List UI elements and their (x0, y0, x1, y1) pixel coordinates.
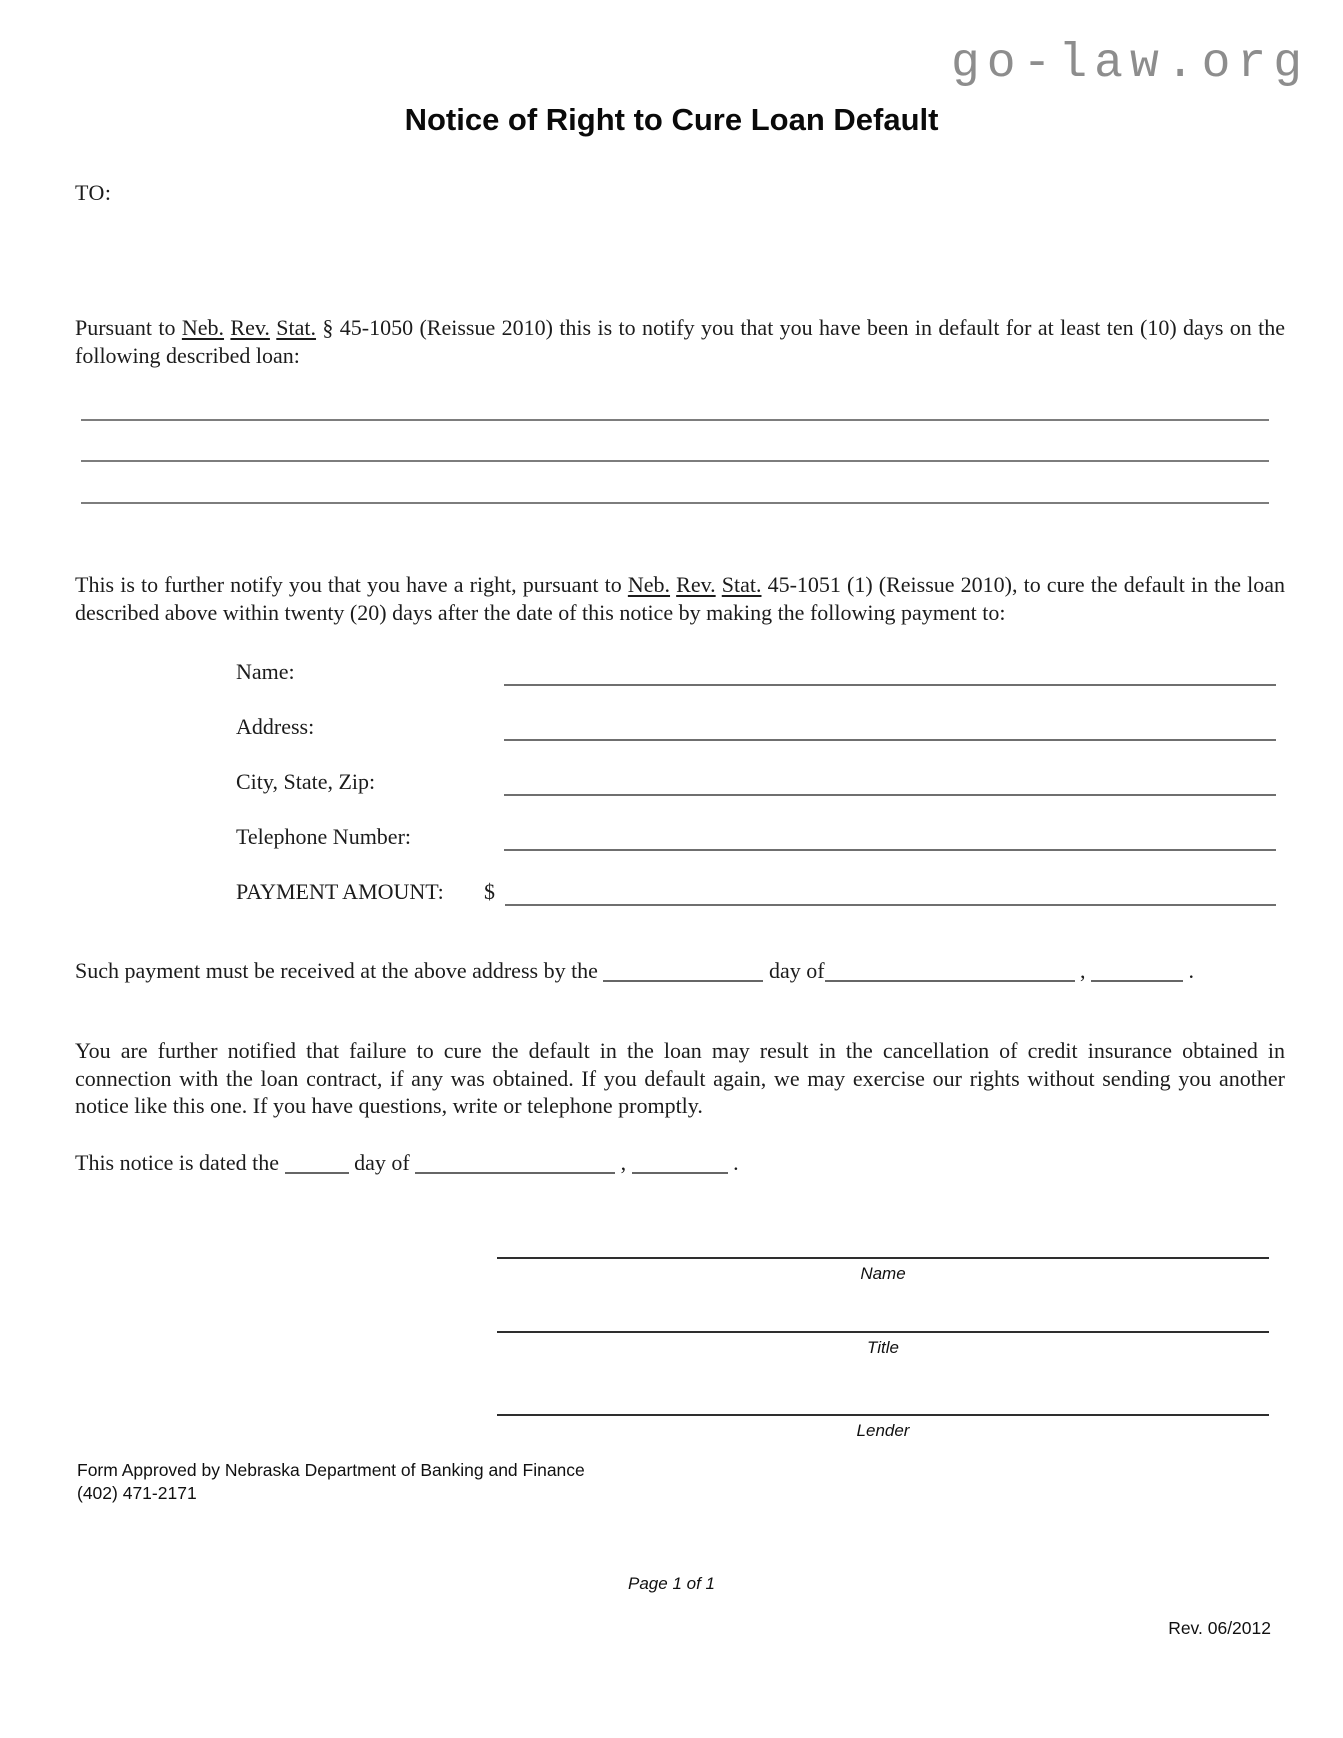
signature-line (497, 1257, 1269, 1259)
telephone-field-blank (504, 821, 1276, 851)
signature-label-name: Name (860, 1264, 906, 1283)
text-run: Pursuant to (75, 315, 182, 340)
underlined-citation-text: Stat. (276, 315, 317, 340)
payment-amount-field-label: PAYMENT AMOUNT: (236, 879, 444, 904)
loan-description-blank-line (81, 502, 1269, 504)
text-run: This notice is dated the (75, 1150, 285, 1175)
underlined-citation-text: Rev. (676, 572, 716, 597)
loan-description-blank-line (81, 419, 1269, 421)
dollar-sign: $ (484, 879, 495, 904)
loan-description-blank-line (81, 460, 1269, 462)
underlined-citation-text: Neb. (627, 572, 671, 597)
cure-paragraph (75, 571, 1285, 626)
text-run: , (615, 1150, 632, 1175)
text-run: day of (348, 1150, 416, 1175)
text-run: 45-1051 (1) (Reissue 2010), to cure the default in the loan described above within twenty (20) days after the date of this notice by making the following payment to: (75, 572, 1286, 625)
address-field-blank (504, 711, 1276, 741)
go-law-watermark: go-law.org (950, 37, 1309, 91)
text-run: . (1183, 958, 1195, 983)
signature-unit-name (497, 1257, 1269, 1283)
name-field-label: Name: (236, 659, 295, 684)
city-state-zip-field-label: City, State, Zip: (236, 769, 376, 794)
to-label: TO: (75, 180, 112, 205)
telephone-field-label: Telephone Number: (236, 824, 412, 849)
form-approval-note (77, 1459, 585, 1505)
text-run: day of (763, 958, 825, 983)
insurance-paragraph: You are further notified that failure to cure the default in the loan may result in the cancellation of credit insurance obtained in connection with the loan contract, if any was obtained. If you default again, we may exercise our rights without sending you another notice like this one. If you have questions, write or telephone promptly. (75, 1038, 1285, 1118)
name-field-blank (504, 656, 1276, 686)
fill-in-blank (285, 1152, 349, 1174)
page-number: Page 1 of 1 (628, 1574, 715, 1593)
text-run: This is to further notify you that you have a right, pursuant to (75, 572, 628, 597)
underlined-citation-text: Rev. (230, 315, 270, 340)
signature-line (497, 1414, 1269, 1416)
underlined-citation-text: Stat. (721, 572, 762, 597)
fill-in-blank (1091, 960, 1183, 982)
signature-label-title: Title (867, 1338, 899, 1357)
field-row-city-state-zip (236, 768, 1276, 796)
payment-amount-field-blank (505, 876, 1276, 906)
field-row-payment-amount (236, 878, 1276, 906)
revision-label: Rev. 06/2012 (1168, 1618, 1271, 1638)
fill-in-blank (632, 1152, 728, 1174)
text-run: , (1074, 958, 1092, 983)
page-title: Notice of Right to Cure Loan Default (404, 101, 939, 137)
text-run: § 45-1050 (Reissue 2010) this is to notify you that you have been in default for at least ten (10) days on the following described loan: (75, 315, 1286, 368)
text-run: Such payment must be received at the above address by the (75, 958, 604, 983)
signature-label-lender: Lender (856, 1421, 910, 1440)
form-approval-phone: (402) 471-2171 (77, 1483, 197, 1503)
city-state-zip-field-blank (504, 766, 1276, 796)
intro-paragraph (75, 314, 1285, 369)
fill-in-blank (603, 960, 763, 982)
signature-unit-title (497, 1331, 1269, 1357)
field-row-address (236, 713, 1276, 741)
fill-in-blank (825, 960, 1075, 982)
dated-sentence (75, 1149, 1290, 1176)
form-approval-line1: Form Approved by Nebraska Department of Banking and Finance (77, 1460, 585, 1480)
field-row-telephone (236, 823, 1276, 851)
fill-in-blank (415, 1152, 615, 1174)
signature-line (497, 1331, 1269, 1333)
underlined-citation-text: Neb. (181, 315, 225, 340)
signature-unit-lender (497, 1414, 1269, 1440)
payment-due-sentence (75, 957, 1290, 984)
text-run: . (727, 1150, 739, 1175)
address-field-label: Address: (236, 714, 315, 739)
field-row-name (236, 658, 1276, 686)
